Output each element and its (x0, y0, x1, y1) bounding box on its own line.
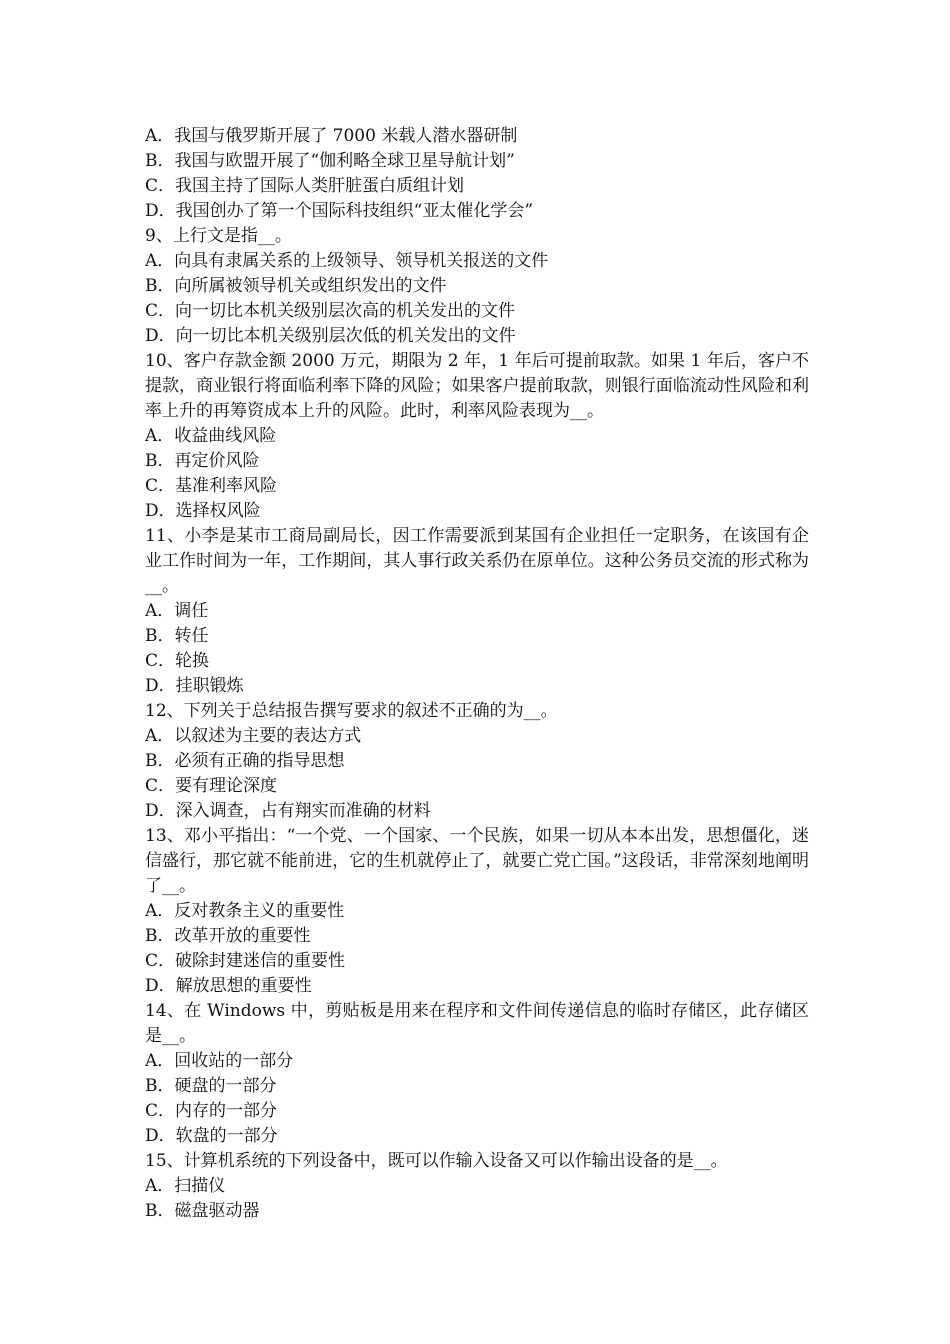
option-line: A．以叙述为主要的表达方式 (145, 726, 362, 746)
option-line: D．选择权风险 (145, 501, 261, 521)
option-line: D．我国创办了第一个国际科技组织“亚太催化学会” (145, 201, 534, 221)
option-line: B．转任 (145, 626, 209, 646)
option-line: C．基准利率风险 (145, 476, 278, 496)
question-9: 9、上行文是指__。 (145, 226, 292, 246)
option-line: C．内存的一部分 (145, 1101, 278, 1121)
option-line: D．深入调查，占有翔实而准确的材料 (145, 801, 431, 821)
question-13: 13、邓小平指出：“一个党、一个国家、一个民族，如果一切从本本出发，思想僵化，迷信盛行，那它就不能前进，它的生机就停止了，就要亡党亡国。”这段话，非常深刻地阐明了__。 (145, 826, 809, 896)
option-line: C．向一切比本机关级别层次高的机关发出的文件 (145, 301, 516, 321)
option-line: A．我国与俄罗斯开展了 7000 米载人潜水器研制 (145, 126, 518, 146)
document-page (145, 124, 809, 1224)
option-line: B．再定价风险 (145, 451, 260, 471)
option-line: B．我国与欧盟开展了“伽利略全球卫星导航计划” (145, 151, 515, 171)
option-line: C．轮换 (145, 651, 210, 671)
option-line: A．收益曲线风险 (145, 426, 277, 446)
option-line: C．要有理论深度 (145, 776, 278, 796)
option-line: A．向具有隶属关系的上级领导、领导机关报送的文件 (145, 251, 549, 271)
option-line: D．解放思想的重要性 (145, 976, 312, 996)
option-line: B．硬盘的一部分 (145, 1076, 277, 1096)
question-15: 15、计算机系统的下列设备中，既可以作输入设备又可以作输出设备的是__。 (145, 1151, 728, 1171)
question-11: 11、小李是某市工商局副局长，因工作需要派到某国有企业担任一定职务，在该国有企业工作时间为一年，工作期间，其人事行政关系仍在原单位。这种公务员交流的形式称为__。 (145, 526, 809, 596)
option-line: D．向一切比本机关级别层次低的机关发出的文件 (145, 326, 516, 346)
option-line: A．回收站的一部分 (145, 1051, 294, 1071)
question-12: 12、下列关于总结报告撰写要求的叙述不正确的为__。 (145, 701, 558, 721)
option-line: B．必须有正确的指导思想 (145, 751, 345, 771)
option-line: C．我国主持了国际人类肝脏蛋白质组计划 (145, 176, 465, 196)
option-line: B．磁盘驱动器 (145, 1201, 260, 1221)
option-line: B．向所属被领导机关或组织发出的文件 (145, 276, 447, 296)
option-line: A．扫描仪 (145, 1176, 226, 1196)
option-line: C．破除封建迷信的重要性 (145, 951, 346, 971)
option-line: A．反对教条主义的重要性 (145, 901, 345, 921)
question-14: 14、在 Windows 中，剪贴板是用来在程序和文件间传递信息的临时存储区，此存储区是__。 (145, 1001, 809, 1046)
option-line: B．改革开放的重要性 (145, 926, 311, 946)
option-line: D．挂职锻炼 (145, 676, 244, 696)
option-line: A．调任 (145, 601, 209, 621)
question-10: 10、客户存款金额 2000 万元，期限为 2 年，1 年后可提前取款。如果 1 年后，客户不提款，商业银行将面临利率下降的风险；如果客户提前取款，则银行面临流动性风险和利率上升的再筹资成本上升的风险。此时，利率风险表现为__。 (145, 351, 809, 421)
option-line: D．软盘的一部分 (145, 1126, 278, 1146)
